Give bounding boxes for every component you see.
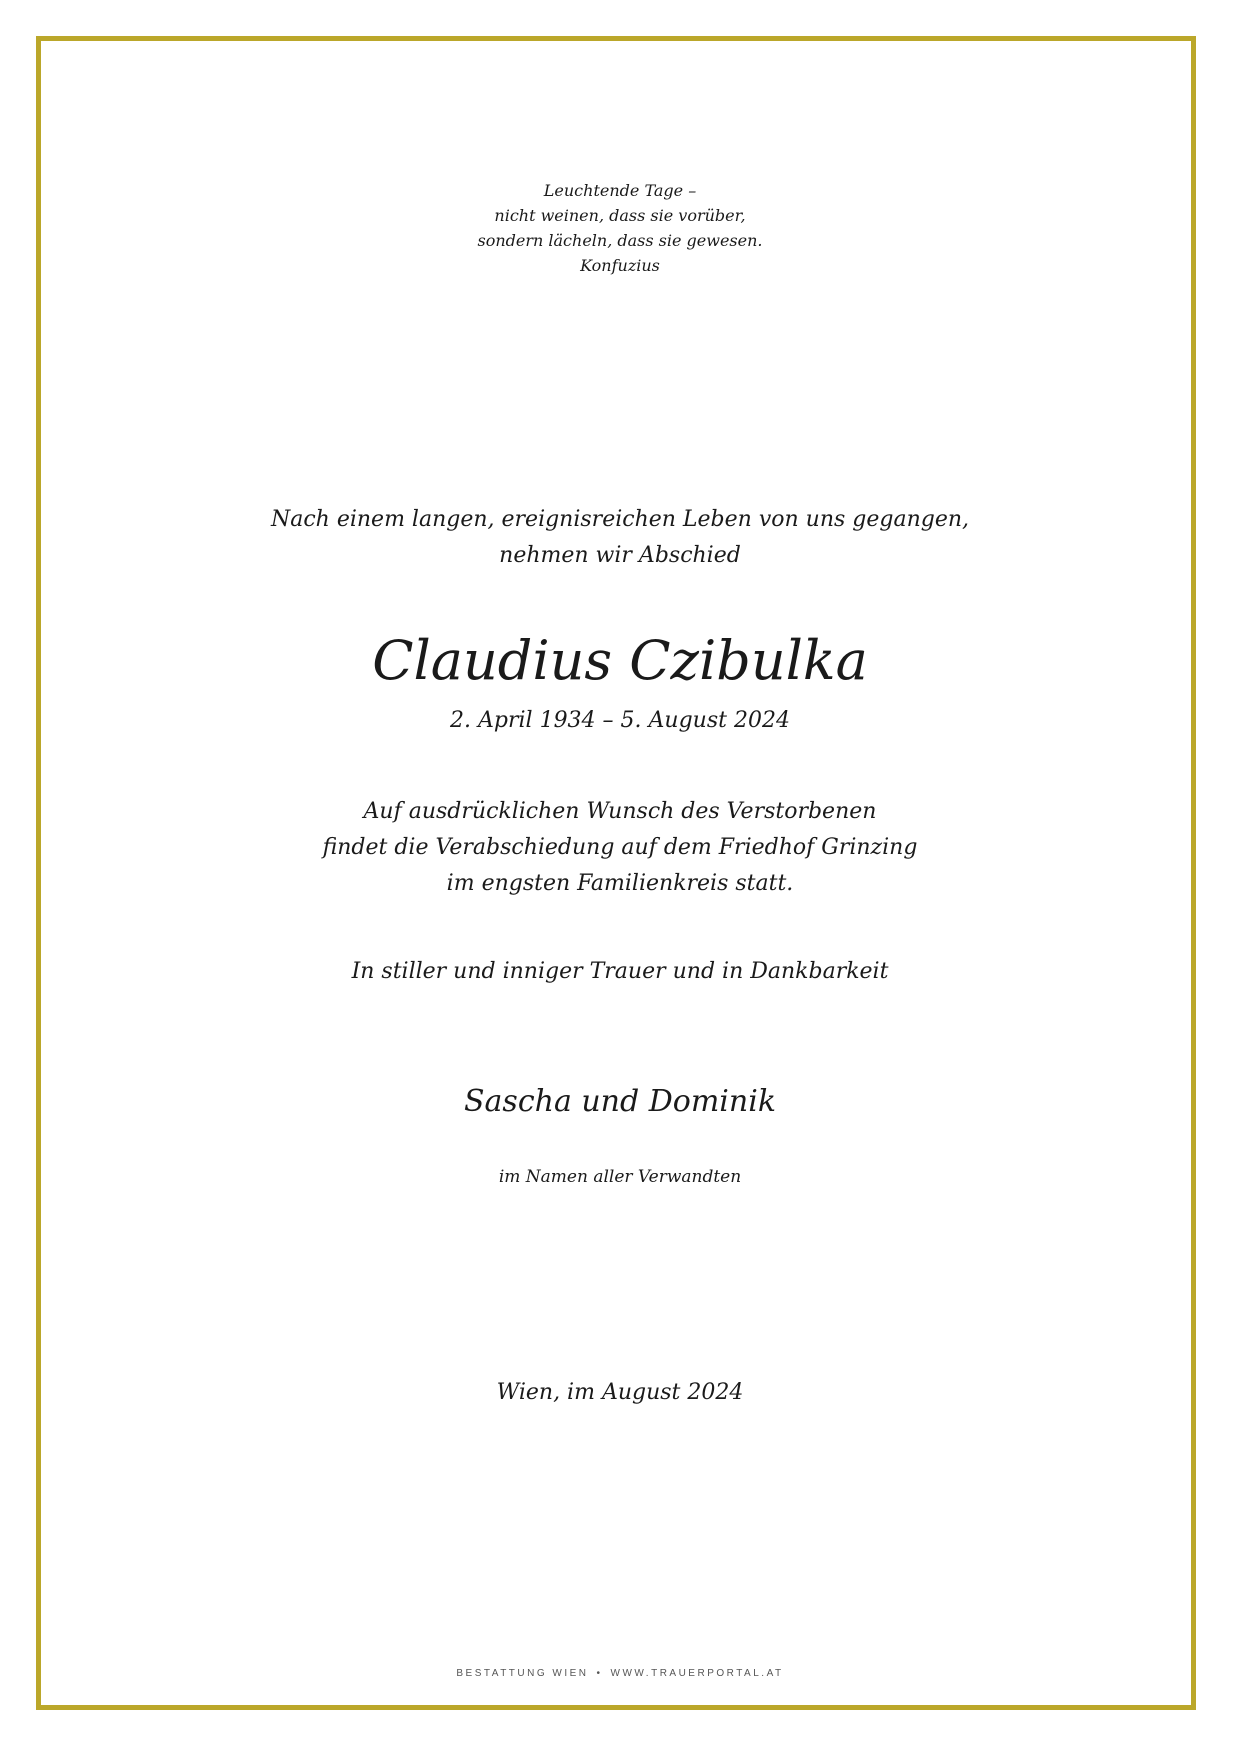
deceased-name: Claudius Czibulka <box>372 629 868 692</box>
intro-line-1: Nach einem langen, ereignisreichen Leben von uns gegangen, <box>270 507 970 532</box>
mourning-line: In stiller und inniger Trauer und in Dankbarkeit <box>351 959 889 984</box>
footer-separator: • <box>596 1668 603 1679</box>
place-date: Wien, im August 2024 <box>496 1380 744 1405</box>
farewell-line-3: im engsten Familienkreis statt. <box>446 871 794 896</box>
intro-block <box>0 502 1240 574</box>
footer <box>0 1668 1240 1679</box>
intro-line-2: nehmen wir Abschied <box>499 543 741 568</box>
footer-website: WWW.TRAUERPORTAL.AT <box>610 1668 784 1679</box>
quote-block <box>0 178 1240 278</box>
life-dates: 2. April 1934 – 5. August 2024 <box>450 708 790 733</box>
quote-line-2: nicht weinen, dass sie vorüber, <box>494 206 746 225</box>
quote-line-3: sondern lächeln, dass sie gewesen. <box>477 231 763 250</box>
farewell-notice <box>0 794 1240 902</box>
quote-author: Konfuzius <box>580 256 660 275</box>
relatives-note: im Namen aller Verwandten <box>498 1167 742 1187</box>
farewell-line-1: Auf ausdrücklichen Wunsch des Verstorbenen <box>363 799 877 824</box>
quote-line-1: Leuchtende Tage – <box>543 181 697 200</box>
farewell-line-2: findet die Verabschiedung auf dem Friedhof Grinzing <box>322 835 918 860</box>
family-names: Sascha und Dominik <box>463 1084 776 1119</box>
footer-company: BESTATTUNG WIEN <box>456 1668 589 1679</box>
